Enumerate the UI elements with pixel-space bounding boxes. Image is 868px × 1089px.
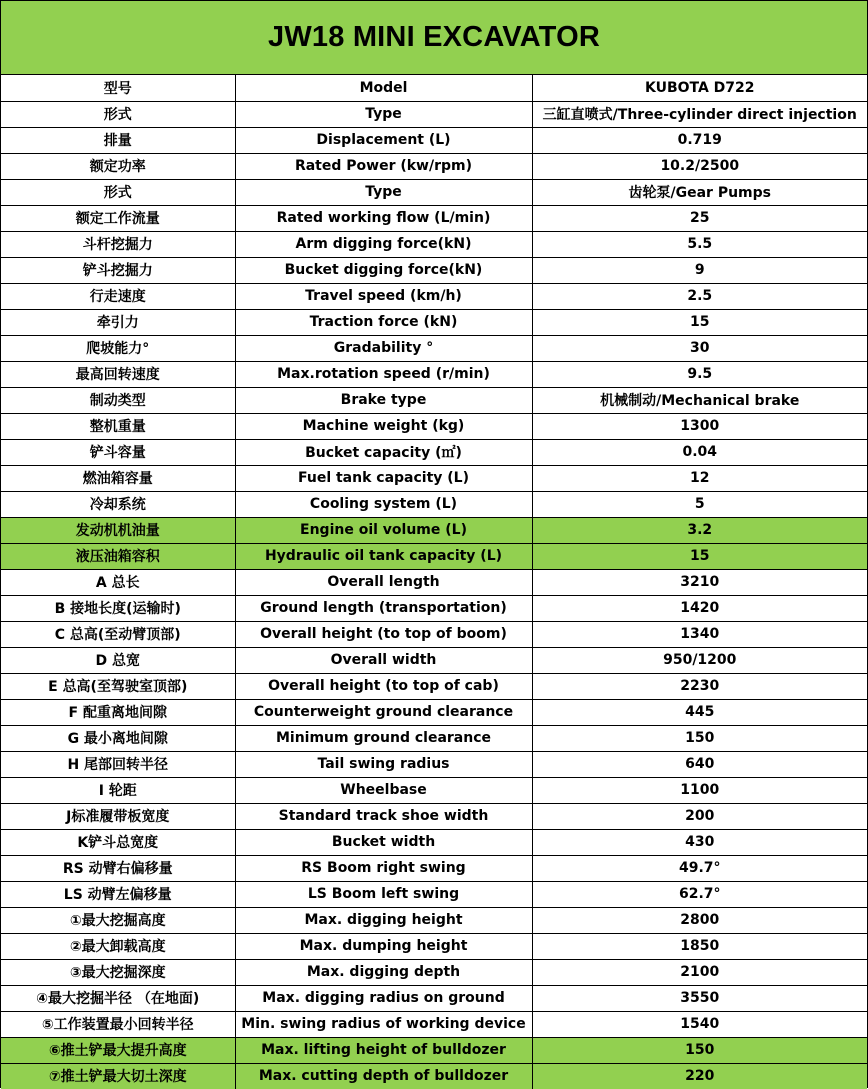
cell-english-label: Type (235, 101, 532, 127)
cell-chinese-label: 铲斗容量 (1, 439, 235, 465)
cell-value: 1420 (532, 595, 867, 621)
cell-english-label: Overall width (235, 647, 532, 673)
cell-english-label: Standard track shoe width (235, 803, 532, 829)
cell-value: 三缸直喷式/Three-cylinder direct injection (532, 101, 867, 127)
cell-english-label: Wheelbase (235, 777, 532, 803)
table-row (1, 335, 867, 361)
cell-value: 机械制动/Mechanical brake (532, 387, 867, 413)
table-row (1, 179, 867, 205)
cell-english-label: Overall length (235, 569, 532, 595)
cell-chinese-label: 最高回转速度 (1, 361, 235, 387)
cell-english-label: Max. lifting height of bulldozer (235, 1037, 532, 1063)
cell-english-label: Max. cutting depth of bulldozer (235, 1063, 532, 1089)
title-bar (1, 1, 867, 75)
table-row (1, 101, 867, 127)
cell-chinese-label: B 接地长度(运输时) (1, 595, 235, 621)
table-row (1, 933, 867, 959)
cell-value: 15 (532, 543, 867, 569)
table-row (1, 907, 867, 933)
cell-value: 2100 (532, 959, 867, 985)
table-row (1, 647, 867, 673)
cell-chinese-label: 爬坡能力° (1, 335, 235, 361)
cell-chinese-label: 斗杆挖掘力 (1, 231, 235, 257)
table-row (1, 543, 867, 569)
table-row (1, 803, 867, 829)
table-row (1, 127, 867, 153)
cell-english-label: Bucket digging force(kN) (235, 257, 532, 283)
cell-english-label: Max. digging height (235, 907, 532, 933)
cell-english-label: Fuel tank capacity (L) (235, 465, 532, 491)
table-row (1, 413, 867, 439)
table-row (1, 569, 867, 595)
cell-value: 30 (532, 335, 867, 361)
cell-chinese-label: 牵引力 (1, 309, 235, 335)
cell-english-label: Tail swing radius (235, 751, 532, 777)
cell-english-label: Bucket capacity (㎡) (235, 439, 532, 465)
cell-value: 1340 (532, 621, 867, 647)
cell-value: 2800 (532, 907, 867, 933)
cell-english-label: Counterweight ground clearance (235, 699, 532, 725)
table-row (1, 855, 867, 881)
cell-english-label: Brake type (235, 387, 532, 413)
cell-english-label: Overall height (to top of cab) (235, 673, 532, 699)
cell-value: 9.5 (532, 361, 867, 387)
table-row (1, 1011, 867, 1037)
table-row (1, 751, 867, 777)
cell-value: 5 (532, 491, 867, 517)
table-row (1, 985, 867, 1011)
cell-english-label: Rated Power (kw/rpm) (235, 153, 532, 179)
cell-english-label: Minimum ground clearance (235, 725, 532, 751)
cell-chinese-label: ⑥推土铲最大提升高度 (1, 1037, 235, 1063)
cell-english-label: Gradability ° (235, 335, 532, 361)
spec-table-body (1, 75, 867, 1089)
cell-value: KUBOTA D722 (532, 75, 867, 101)
cell-english-label: RS Boom right swing (235, 855, 532, 881)
cell-english-label: Max.rotation speed (r/min) (235, 361, 532, 387)
cell-english-label: LS Boom left swing (235, 881, 532, 907)
cell-chinese-label: 形式 (1, 101, 235, 127)
cell-value: 0.04 (532, 439, 867, 465)
table-row (1, 673, 867, 699)
cell-chinese-label: 额定功率 (1, 153, 235, 179)
cell-chinese-label: ⑤工作装置最小回转半径 (1, 1011, 235, 1037)
cell-chinese-label: 行走速度 (1, 283, 235, 309)
table-row (1, 725, 867, 751)
cell-chinese-label: K铲斗总宽度 (1, 829, 235, 855)
table-row (1, 491, 867, 517)
cell-chinese-label: RS 动臂右偏移量 (1, 855, 235, 881)
cell-chinese-label: ④最大挖掘半径 （在地面) (1, 985, 235, 1011)
cell-english-label: Engine oil volume (L) (235, 517, 532, 543)
cell-english-label: Type (235, 179, 532, 205)
cell-english-label: Max. dumping height (235, 933, 532, 959)
table-row (1, 621, 867, 647)
cell-chinese-label: 冷却系统 (1, 491, 235, 517)
table-row (1, 153, 867, 179)
cell-english-label: Arm digging force(kN) (235, 231, 532, 257)
cell-value: 0.719 (532, 127, 867, 153)
cell-chinese-label: C 总高(至动臂顶部) (1, 621, 235, 647)
table-row (1, 595, 867, 621)
cell-chinese-label: LS 动臂左偏移量 (1, 881, 235, 907)
cell-value: 200 (532, 803, 867, 829)
cell-chinese-label: 形式 (1, 179, 235, 205)
cell-chinese-label: 制动类型 (1, 387, 235, 413)
cell-value: 3210 (532, 569, 867, 595)
cell-english-label: Traction force (kN) (235, 309, 532, 335)
cell-english-label: Travel speed (km/h) (235, 283, 532, 309)
table-row (1, 361, 867, 387)
cell-value: 150 (532, 725, 867, 751)
cell-value: 3.2 (532, 517, 867, 543)
cell-value: 950/1200 (532, 647, 867, 673)
cell-chinese-label: 铲斗挖掘力 (1, 257, 235, 283)
cell-chinese-label: 整机重量 (1, 413, 235, 439)
cell-chinese-label: 型号 (1, 75, 235, 101)
cell-english-label: Rated working flow (L/min) (235, 205, 532, 231)
spec-table (1, 75, 867, 1089)
cell-value: 150 (532, 1037, 867, 1063)
table-row (1, 829, 867, 855)
cell-chinese-label: H 尾部回转半径 (1, 751, 235, 777)
cell-english-label: Displacement (L) (235, 127, 532, 153)
table-row (1, 309, 867, 335)
cell-value: 齿轮泵/Gear Pumps (532, 179, 867, 205)
cell-value: 5.5 (532, 231, 867, 257)
cell-chinese-label: 排量 (1, 127, 235, 153)
cell-value: 49.7° (532, 855, 867, 881)
cell-value: 1540 (532, 1011, 867, 1037)
cell-value: 1100 (532, 777, 867, 803)
cell-value: 12 (532, 465, 867, 491)
cell-value: 3550 (532, 985, 867, 1011)
cell-english-label: Max. digging depth (235, 959, 532, 985)
cell-chinese-label: ⑦推土铲最大切土深度 (1, 1063, 235, 1089)
page-title: JW18 MINI EXCAVATOR (268, 21, 600, 53)
cell-chinese-label: ②最大卸载高度 (1, 933, 235, 959)
cell-value: 2.5 (532, 283, 867, 309)
cell-value: 15 (532, 309, 867, 335)
cell-chinese-label: A 总长 (1, 569, 235, 595)
table-row (1, 517, 867, 543)
cell-value: 62.7° (532, 881, 867, 907)
cell-english-label: Machine weight (kg) (235, 413, 532, 439)
cell-english-label: Min. swing radius of working device (235, 1011, 532, 1037)
cell-value: 9 (532, 257, 867, 283)
cell-chinese-label: F 配重离地间隙 (1, 699, 235, 725)
cell-english-label: Hydraulic oil tank capacity (L) (235, 543, 532, 569)
cell-english-label: Cooling system (L) (235, 491, 532, 517)
table-row (1, 439, 867, 465)
cell-chinese-label: G 最小离地间隙 (1, 725, 235, 751)
cell-chinese-label: 燃油箱容量 (1, 465, 235, 491)
cell-value: 25 (532, 205, 867, 231)
table-row (1, 231, 867, 257)
cell-chinese-label: ①最大挖掘高度 (1, 907, 235, 933)
table-row (1, 959, 867, 985)
table-row (1, 257, 867, 283)
cell-chinese-label: J标准履带板宽度 (1, 803, 235, 829)
cell-chinese-label: 额定工作流量 (1, 205, 235, 231)
cell-value: 10.2/2500 (532, 153, 867, 179)
table-row (1, 465, 867, 491)
cell-value: 1850 (532, 933, 867, 959)
table-row (1, 387, 867, 413)
cell-english-label: Ground length (transportation) (235, 595, 532, 621)
table-row (1, 881, 867, 907)
cell-chinese-label: 发动机机油量 (1, 517, 235, 543)
table-row (1, 1063, 867, 1089)
cell-value: 640 (532, 751, 867, 777)
table-row (1, 205, 867, 231)
cell-english-label: Model (235, 75, 532, 101)
cell-chinese-label: D 总宽 (1, 647, 235, 673)
cell-english-label: Bucket width (235, 829, 532, 855)
cell-chinese-label: ③最大挖掘深度 (1, 959, 235, 985)
table-row (1, 699, 867, 725)
cell-value: 430 (532, 829, 867, 855)
cell-value: 220 (532, 1063, 867, 1089)
table-row (1, 777, 867, 803)
cell-chinese-label: 液压油箱容积 (1, 543, 235, 569)
cell-english-label: Max. digging radius on ground (235, 985, 532, 1011)
table-row (1, 75, 867, 101)
cell-english-label: Overall height (to top of boom) (235, 621, 532, 647)
cell-value: 2230 (532, 673, 867, 699)
cell-chinese-label: I 轮距 (1, 777, 235, 803)
table-row (1, 283, 867, 309)
cell-value: 1300 (532, 413, 867, 439)
cell-chinese-label: E 总高(至驾驶室顶部) (1, 673, 235, 699)
table-row (1, 1037, 867, 1063)
cell-value: 445 (532, 699, 867, 725)
